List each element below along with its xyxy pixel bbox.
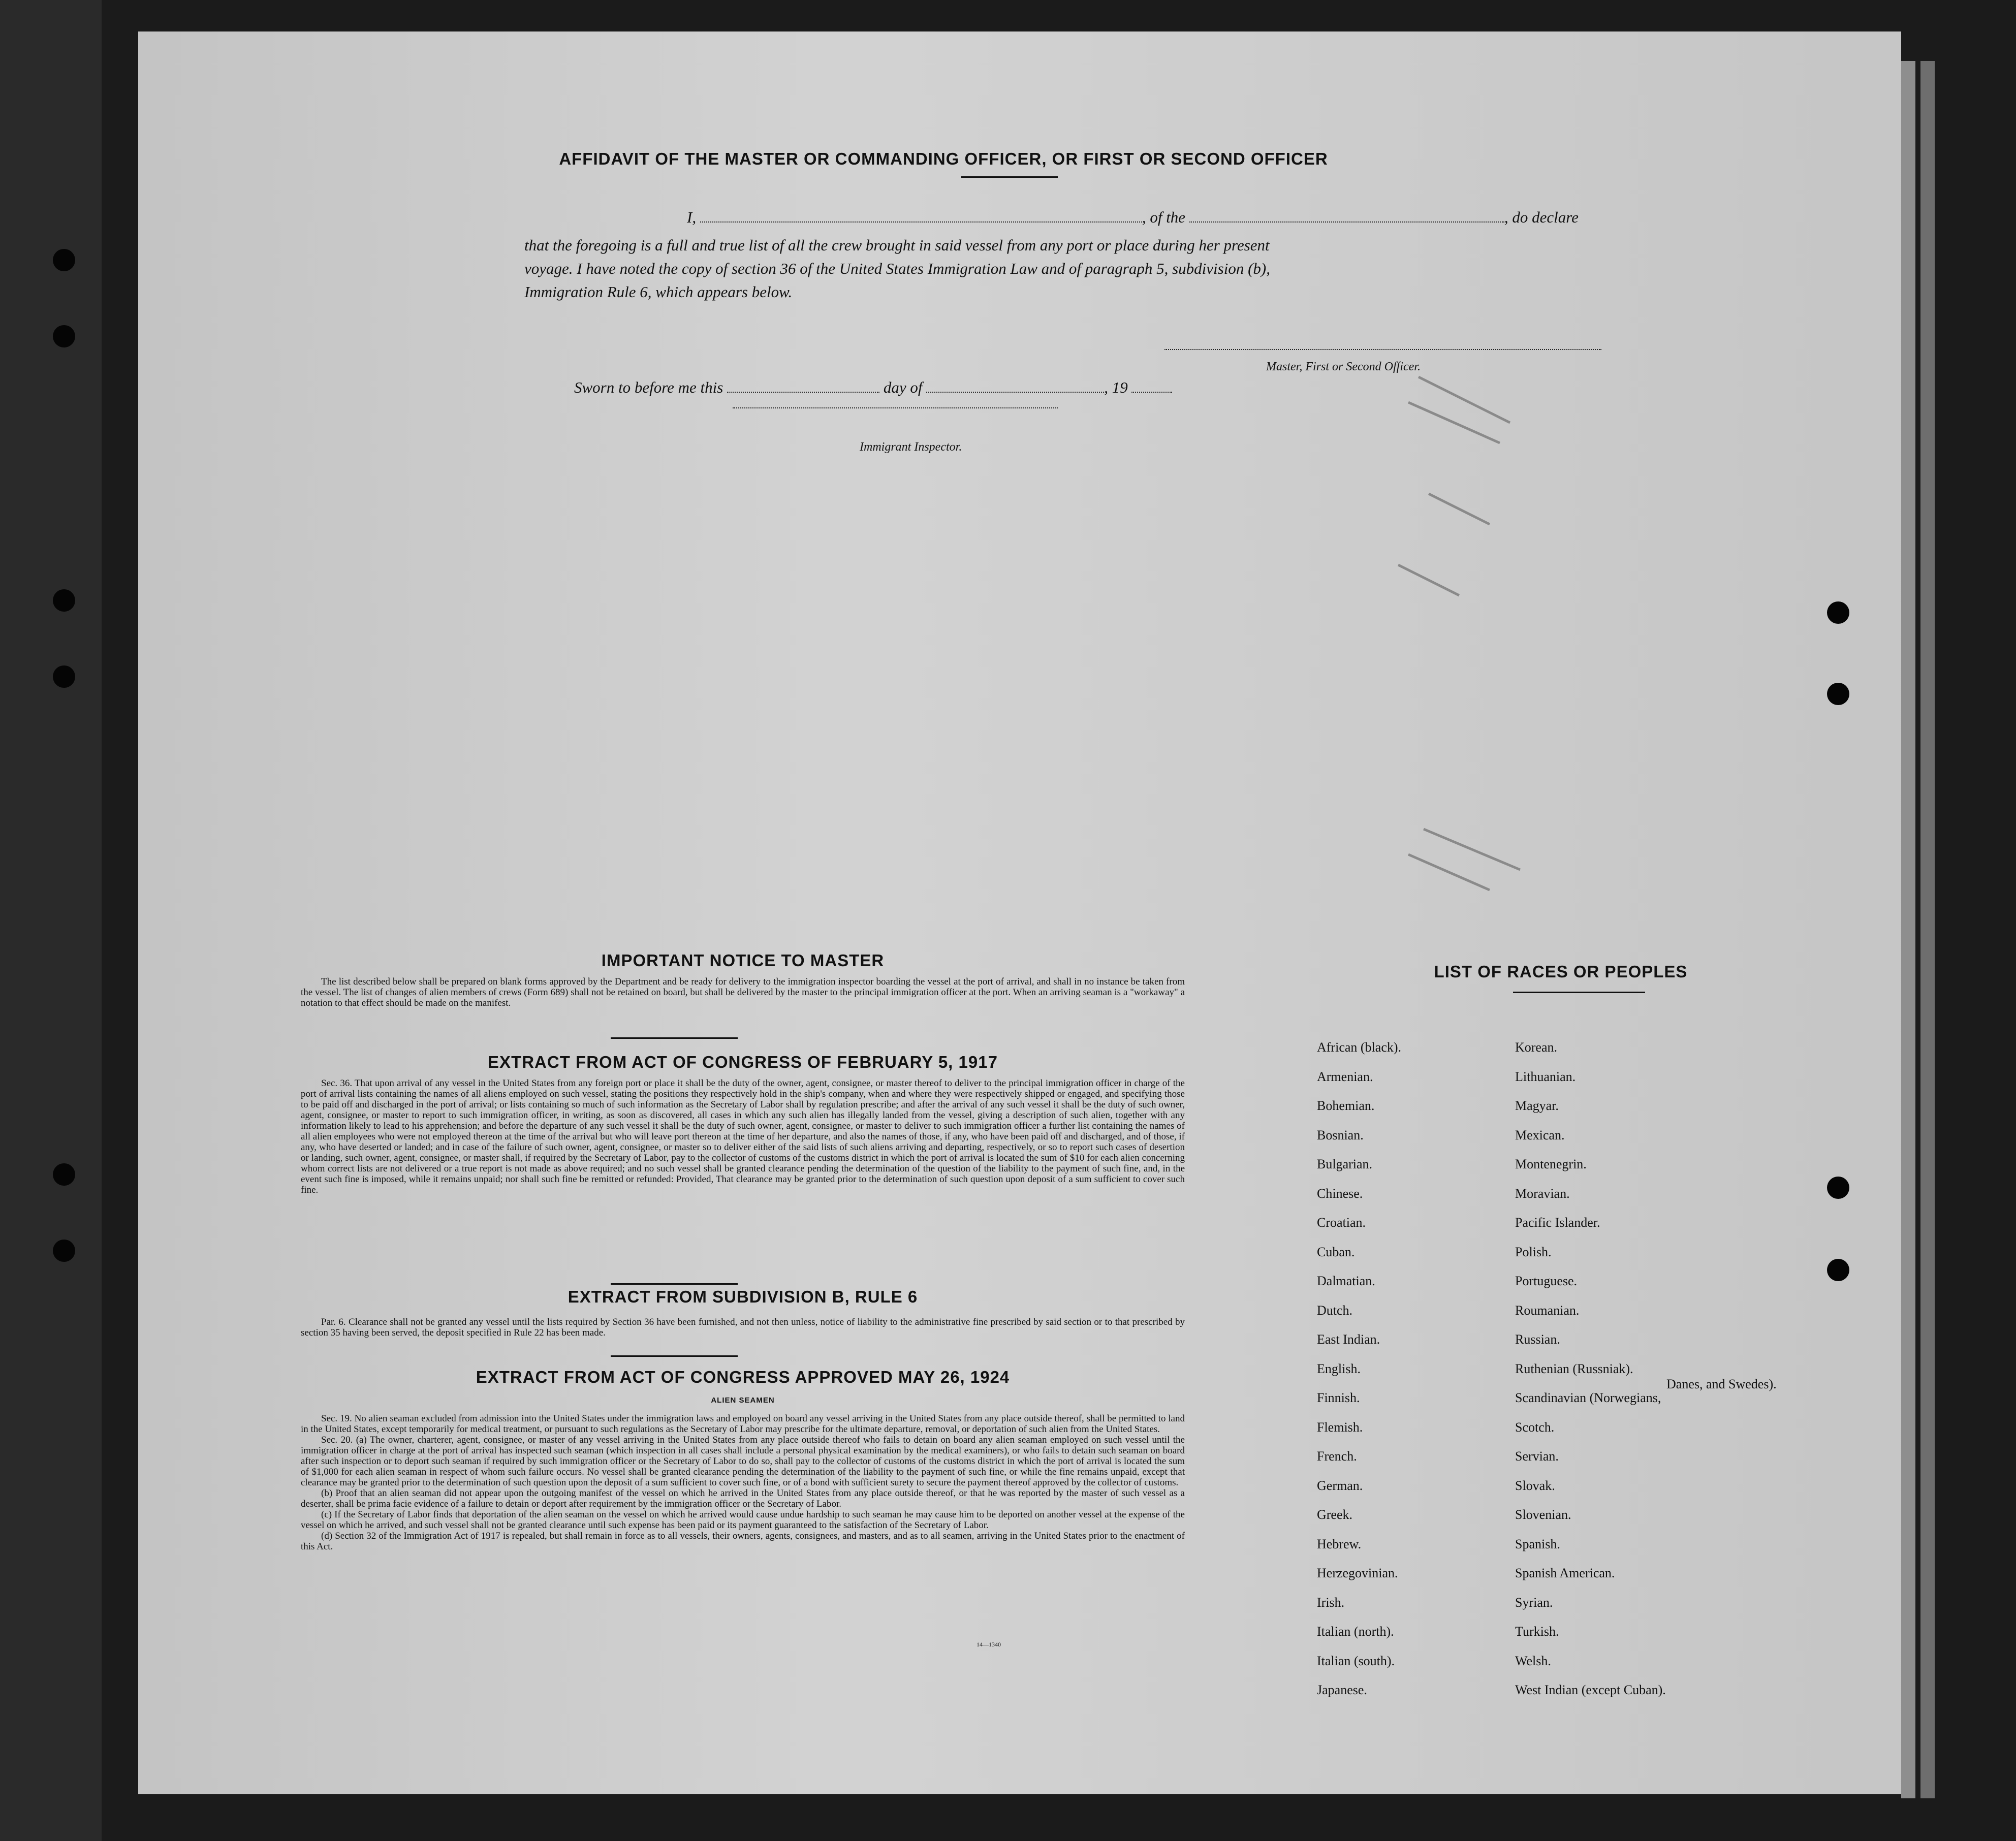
race-entry: Scandinavian (Norwegians, xyxy=(1515,1390,1661,1405)
affidavit-title: AFFIDAVIT OF THE MASTER OR COMMANDING OFFICER, OR FIRST OR SECOND OFFICER xyxy=(559,149,1328,168)
binder-hole-icon xyxy=(1827,1177,1849,1199)
sworn-label: Sworn to before me this xyxy=(574,378,723,396)
binder-hole-icon xyxy=(1827,683,1849,705)
race-entry: Greek. xyxy=(1317,1507,1353,1522)
race-entry: Russian. xyxy=(1515,1332,1560,1347)
binder-hole-icon xyxy=(53,665,75,688)
rule-6-body xyxy=(301,1317,1185,1338)
declaration-line-3: voyage. I have noted the copy of section 36 of the United States Immigration Law and of paragraph 5, subdivision (b), xyxy=(524,260,1270,277)
race-entry: Croatian. xyxy=(1317,1215,1366,1230)
race-entry: Bohemian. xyxy=(1317,1098,1375,1113)
race-entry: Armenian. xyxy=(1317,1069,1373,1084)
vessel-field[interactable] xyxy=(1189,209,1504,223)
binder-hole-icon xyxy=(53,325,75,347)
race-entry: Welsh. xyxy=(1515,1653,1551,1668)
race-entry: Irish. xyxy=(1317,1595,1345,1610)
race-entry: Dutch. xyxy=(1317,1303,1353,1318)
race-entry: Ruthenian (Russniak). xyxy=(1515,1361,1633,1376)
sec-20a-paragraph: Sec. 20. (a) The owner, charterer, agent, consignee, or master of any vessel arriving in the United States from any place outside thereof who fails to detain on board any alien seaman employed on such vessel until the immigration officer in charge at the port of arrival has inspected such seaman (which inspection in all cases shall include a personal physical examination by the medical examiners), or who fails to detain such seaman on board after such inspection or to deport such seaman if required by such immigration officer or the Secretary of Labor to do so, shall pay to the collector of customs of the customs district in which the port of arrival is located the sum of $1,000 for each alien seaman in respect of whom such failure occurs. No vessel shall be granted clearance pending the determination of the liability to the payment of such fine, or while the fine remains unpaid, except that clearance may be granted prior to the determination of such question upon the deposit of a sum sufficient to cover such fine, or of a bond with sufficient surety to secure the payment thereof approved by the collector of customs. xyxy=(301,1435,1185,1488)
left-binder-strip xyxy=(0,0,102,1841)
notice-title: IMPORTANT NOTICE TO MASTER xyxy=(601,951,885,970)
race-entry: Mexican. xyxy=(1515,1127,1565,1142)
name-field[interactable] xyxy=(700,209,1142,223)
race-entry: Servian. xyxy=(1515,1449,1559,1464)
extract-1917-body xyxy=(301,1078,1185,1195)
race-entry: African (black). xyxy=(1317,1040,1402,1055)
par-6-paragraph: Par. 6. Clearance shall not be granted any vessel until the lists required by Section 36 have been furnished, and not then unless, notice of liability to the administrative fine prescribed by said section or to that prescribed by section 35 having been served, the deposit specified in Rule 22 has been made. xyxy=(301,1317,1185,1338)
binder-hole-icon xyxy=(53,1240,75,1262)
race-entry: German. xyxy=(1317,1478,1363,1493)
sworn-year-field[interactable] xyxy=(1131,379,1172,393)
year-label: , 19 xyxy=(1104,378,1128,396)
race-entry: Polish. xyxy=(1515,1244,1552,1259)
race-entry: Italian (north). xyxy=(1317,1624,1394,1639)
notice-body xyxy=(301,976,1185,1008)
race-entry: Spanish. xyxy=(1515,1536,1560,1551)
binder-hole-icon xyxy=(53,1163,75,1186)
race-entry: English. xyxy=(1317,1361,1361,1376)
races-rule xyxy=(1513,992,1645,993)
title-rule xyxy=(961,176,1058,178)
race-entry: Cuban. xyxy=(1317,1244,1355,1259)
master-signature-caption: Master, First or Second Officer. xyxy=(1266,360,1421,373)
race-entry: Finnish. xyxy=(1317,1390,1360,1405)
race-entry: Japanese. xyxy=(1317,1683,1367,1697)
race-entry: Korean. xyxy=(1515,1040,1558,1055)
sec-20b-paragraph: (b) Proof that an alien seaman did not appear upon the outgoing manifest of the vessel on which he arrived in the United States from any place outside thereof, or that he was reported by the master of such vessel as a deserter, shall be prima facie evidence of a failure to detain or deport after requirement by the immigration officer or the Secretary of Labor. xyxy=(301,1488,1185,1509)
day-of-label: day of xyxy=(883,378,923,396)
binder-hole-icon xyxy=(53,249,75,271)
sec-19-paragraph: Sec. 19. No alien seaman excluded from admission into the United States under the immigration laws and employed on board any vessel arriving in the United States from any place outside thereof, shall be permitted to land in the United States, except temporarily for medical treatment, or pursuant to such regulations as the Secretary of Labor may prescribe for the ultimate departure, removal, or deportation of such alien from the United States. xyxy=(301,1413,1185,1435)
extract-1917-title: EXTRACT FROM ACT OF CONGRESS OF FEBRUARY 5, 1917 xyxy=(488,1053,998,1071)
race-entry: Bulgarian. xyxy=(1317,1157,1373,1171)
race-entry: Lithuanian. xyxy=(1515,1069,1576,1084)
race-entry: Herzegovinian. xyxy=(1317,1566,1398,1580)
declaration-line-2: that the foregoing is a full and true list of all the crew brought in said vessel from any port or place during her present xyxy=(524,236,1270,254)
sworn-month-field[interactable] xyxy=(926,379,1104,393)
race-entry: Syrian. xyxy=(1515,1595,1553,1610)
race-entry: Magyar. xyxy=(1515,1098,1559,1113)
race-entry: Dalmatian. xyxy=(1317,1274,1375,1288)
race-entry: Roumanian. xyxy=(1515,1303,1580,1318)
rule-6-title: EXTRACT FROM SUBDIVISION B, RULE 6 xyxy=(568,1287,918,1306)
inspector-signature-line[interactable] xyxy=(733,402,1058,408)
race-entry: French. xyxy=(1317,1449,1357,1464)
extract-1924-rule xyxy=(611,1355,738,1357)
race-entry: Montenegrin. xyxy=(1515,1157,1587,1171)
sec-36-paragraph: Sec. 36. That upon arrival of any vessel in the United States from any foreign port or place it shall be the duty of the owner, agent, consignee, or master thereof to deliver to the principal immigration officer in charge of the port of arrival lists containing the names of all aliens employed on such vessel, stating the positions they respectively hold in the ship's company, when and where they were respectively shipped or engaged, and specifying those to be paid off and discharged in the port of arrival; or lists containing so much of such information as the Secretary of Labor shall by regulation prescribe; and after the arrival of any such vessel it shall be the duty of such owner, agent, consignee, or master to report to such immigration officer, in writing, as soon as discovered, all cases in which any such alien has illegally landed from the vessel, giving a description of such alien, together with any information likely to lead to his apprehension; and before the departure of any such vessel it shall be the duty of such owner, agent, consignee, or master to deliver to such immigration officer a further list containing the names of all alien employees who were not employed thereon at the time of the arrival but who will leave port thereon at the time of her departure, and also the names of those, if any, who have been paid off and discharged, and of those, if any, who have deserted or landed; and in case of the failure of such owner, agent, consignee, or master so to deliver either of the said lists of such aliens arriving and departing, respectively, or so to report such cases of desertion or landing, such owner, agent, consignee, or master shall, if required by the Secretary of Labor, pay to the collector of customs of the customs district in which the port of arrival is located the sum of $10 for each alien concerning whom correct lists are not delivered or a true report is not made as above required; and no such vessel shall be granted clearance pending the determination of the question of the liability to the payment of such fine, and, in the event such fine is imposed, while it remains unpaid; nor shall such fine be remitted or refunded: Provided, That clearance may be granted prior to the determination of such question upon deposit of a sum sufficient to cover such fine. xyxy=(301,1078,1185,1195)
race-entry: Pacific Islander. xyxy=(1515,1215,1600,1230)
race-entry: Moravian. xyxy=(1515,1186,1570,1201)
race-entry: Portuguese. xyxy=(1515,1274,1578,1288)
extract-1924-body xyxy=(301,1413,1185,1552)
race-entry: Chinese. xyxy=(1317,1186,1363,1201)
race-entry: East Indian. xyxy=(1317,1332,1380,1347)
rule-6-rule xyxy=(611,1283,738,1285)
alien-seamen-subtitle: ALIEN SEAMEN xyxy=(711,1396,775,1405)
race-entry-continuation: Danes, and Swedes). xyxy=(1666,1377,1777,1391)
race-entry: Italian (south). xyxy=(1317,1653,1395,1668)
race-entry: West Indian (except Cuban). xyxy=(1515,1683,1666,1697)
race-entry: Slovenian. xyxy=(1515,1507,1571,1522)
do-declare-label: , do declare xyxy=(1504,208,1579,226)
page-edge-strip xyxy=(1901,61,1915,1798)
race-entry: Hebrew. xyxy=(1317,1536,1362,1551)
race-entry: Bosnian. xyxy=(1317,1127,1364,1142)
race-entry: Scotch. xyxy=(1515,1419,1555,1435)
extract-1924-title: EXTRACT FROM ACT OF CONGRESS APPROVED MAY 26, 1924 xyxy=(476,1368,1010,1386)
notice-rule xyxy=(611,1037,738,1039)
race-entry: Slovak. xyxy=(1515,1478,1555,1493)
binder-hole-icon xyxy=(53,589,75,612)
master-signature-line[interactable] xyxy=(1164,334,1601,350)
i-label: I, xyxy=(687,208,697,226)
notice-paragraph: The list described below shall be prepared on blank forms approved by the Department and be ready for delivery to the immigration inspector boarding the vessel at the port of arrival, and shall in no instance be taken from the vessel. The list of changes of alien members of crews (Form 689) shall not be retained on board, but shall be delivered by the master to the principal immigration officer at the port. When an arriving seaman is a "workaway" a notation to that effect should be made on the manifest. xyxy=(301,976,1185,1008)
sec-20d-paragraph: (d) Section 32 of the Immigration Act of 1917 is repealed, but shall remain in force as to all vessels, their owners, agents, consignees, and masters, and as to all seamen, arriving in the United States prior to the enactment of this Act. xyxy=(301,1531,1185,1552)
declaration-line-4: Immigration Rule 6, which appears below. xyxy=(524,283,793,301)
race-entry: Spanish American. xyxy=(1515,1566,1615,1580)
race-entry: Turkish. xyxy=(1515,1624,1559,1639)
races-title: LIST OF RACES OR PEOPLES xyxy=(1434,962,1688,981)
pencil-marks-icon xyxy=(1256,362,1612,971)
page-edge-strip xyxy=(1920,61,1935,1798)
sworn-day-field[interactable] xyxy=(727,379,879,393)
form-number: 14—1340 xyxy=(976,1641,1001,1648)
binder-hole-icon xyxy=(1827,1259,1849,1281)
sec-20c-paragraph: (c) If the Secretary of Labor finds that deportation of the alien seaman on the vessel on which he arrived would cause undue hardship to such seaman he may cause him to be deported on another vessel at the expense of the vessel on which he arrived, and such vessel shall not be granted clearance until such expense has been paid or its payment guaranteed to the satisfaction of the Secretary of Labor. xyxy=(301,1509,1185,1531)
form-page xyxy=(138,31,1901,1794)
declaration-line-1 xyxy=(687,206,1652,229)
of-the-label: , of the xyxy=(1142,208,1186,226)
inspector-caption: Immigrant Inspector. xyxy=(860,440,962,454)
binder-hole-icon xyxy=(1827,601,1849,624)
race-entry: Flemish. xyxy=(1317,1419,1363,1435)
